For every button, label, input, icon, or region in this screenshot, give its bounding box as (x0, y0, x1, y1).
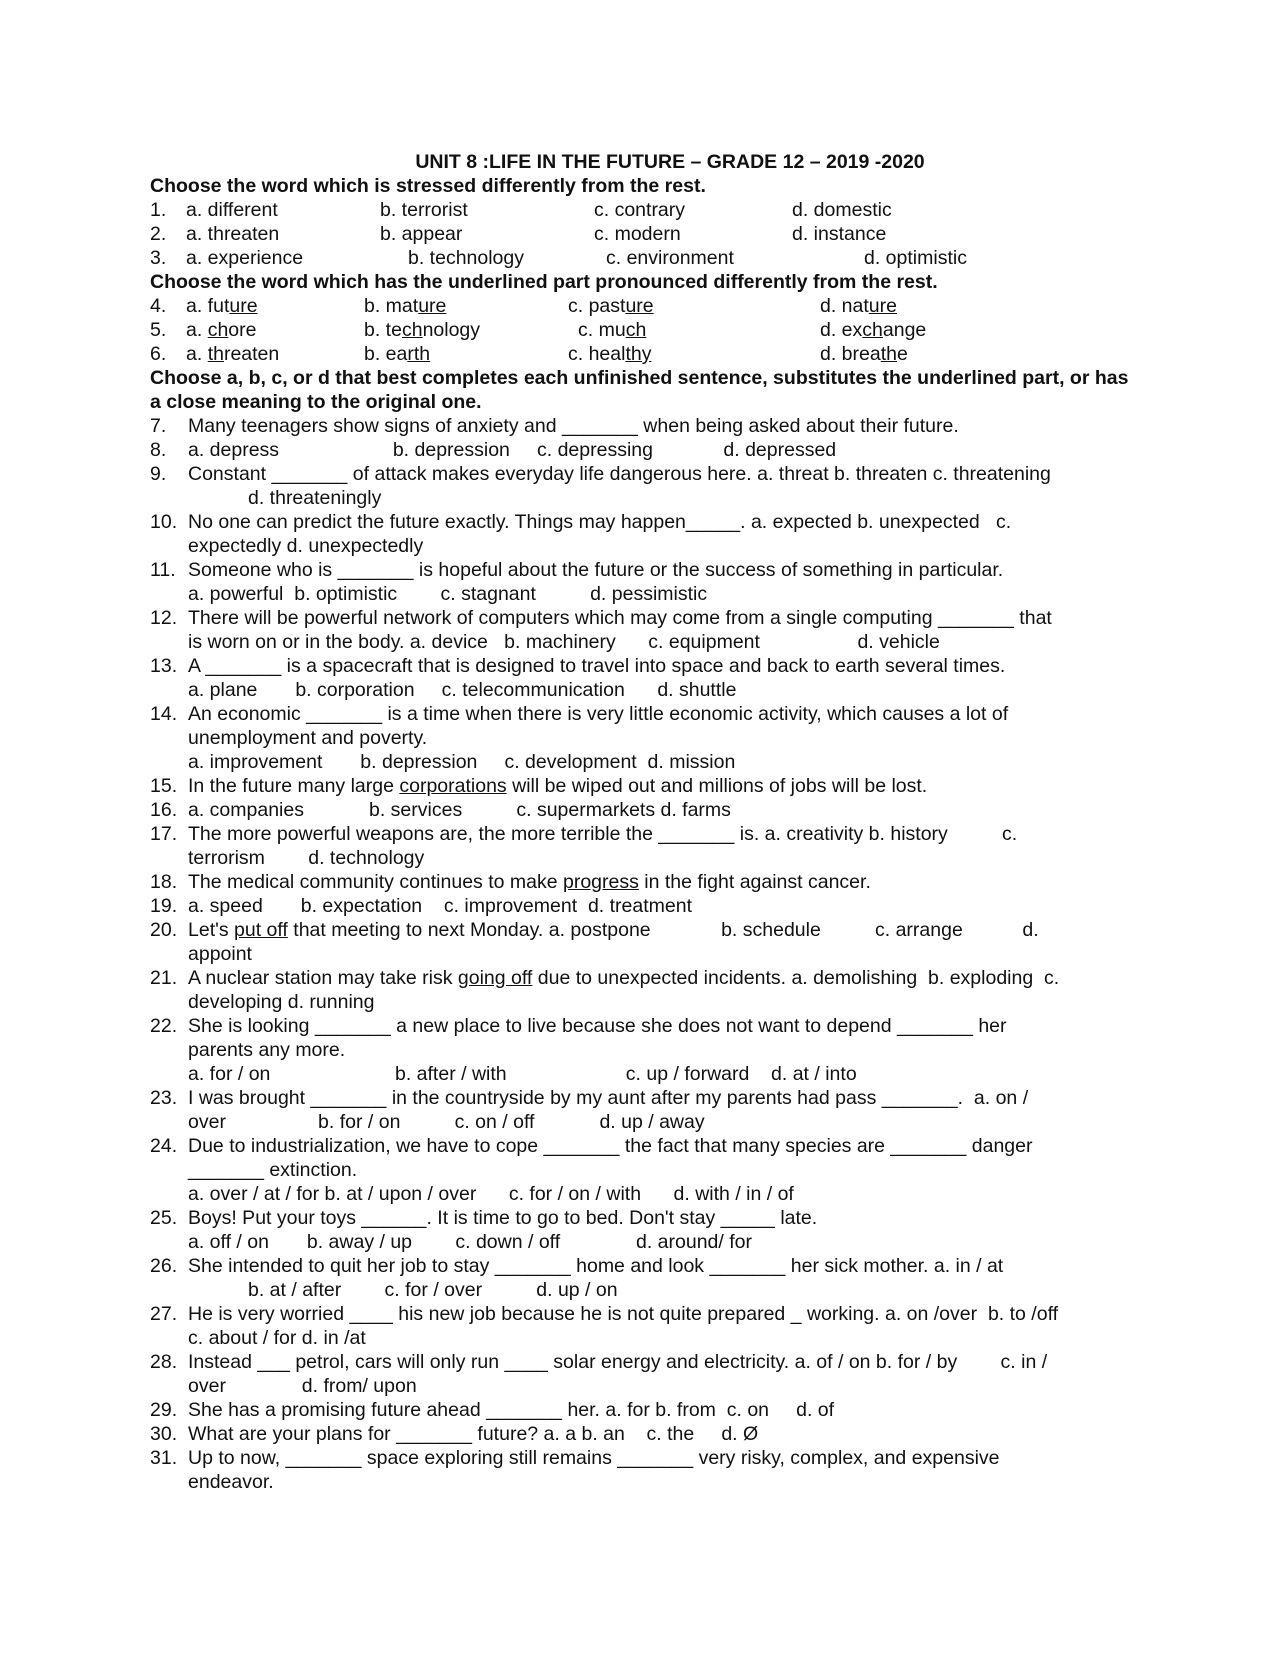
question-continuation: appoint (188, 943, 252, 965)
item-number: 22. (150, 1015, 178, 1037)
pronunciation-items (150, 294, 1130, 366)
question-continuation: a. powerful b. optimistic c. stagnant d. pessimistic (188, 583, 708, 605)
option-text: ore (228, 319, 257, 341)
item-number: 11. (150, 559, 176, 581)
question-options: a. for / on b. after / with c. up / forward d. at / into (188, 1063, 857, 1085)
option-d: d. instance (792, 223, 887, 245)
question-continuation: d. threateningly (248, 487, 382, 509)
question-item (150, 1014, 1130, 1086)
pronunciation-item (150, 318, 1130, 342)
question-text (188, 774, 1130, 798)
option-a (186, 294, 258, 318)
question-item (150, 1134, 1130, 1206)
option-a (186, 318, 256, 342)
item-number: 20. (150, 919, 178, 941)
option-text: c. heal (568, 343, 626, 365)
question-text (188, 918, 1130, 942)
item-number: 3. (150, 247, 167, 269)
question-text-part: A nuclear station may take risk (188, 967, 458, 989)
option-d: d. optimistic (864, 247, 967, 269)
item-number: 18. (150, 871, 178, 893)
question-item (150, 1446, 1130, 1494)
question-options: a. over / at / for b. at / upon / over c. for / on / with d. with / in / of (188, 1183, 794, 1205)
question-continuation: a. off / on b. away / up c. down / off d. around/ for (188, 1231, 752, 1253)
question-item (150, 822, 1130, 870)
section-pronunciation-instruction: Choose the word which has the underlined part pronounced differently from the rest. (150, 271, 938, 293)
item-number: 28. (150, 1351, 178, 1373)
option-a: a. different (186, 199, 278, 221)
question-text: He is very worried ____ his new job because he is not quite prepared _ working. a. on /over b. to /off (188, 1303, 1059, 1325)
question-continuation: c. about / for d. in /at (188, 1327, 366, 1349)
item-number: 21. (150, 967, 178, 989)
question-continuation: expectedly d. unexpectedly (188, 535, 424, 557)
item-number: 4. (150, 295, 167, 317)
question-item (150, 870, 1130, 894)
item-number: 26. (150, 1255, 178, 1277)
question-text: She is looking _______ a new place to live because she does not want to depend _______ her (188, 1015, 1007, 1037)
question-continuation: b. at / after c. for / over d. up / on (248, 1279, 618, 1301)
stress-item (150, 246, 1130, 270)
item-number: 7. (150, 415, 167, 437)
question-text: What are your plans for _______ future? a. a b. an c. the d. Ø (188, 1423, 759, 1445)
pronunciation-item (150, 294, 1130, 318)
question-item (150, 654, 1130, 702)
item-number: 16. (150, 799, 178, 821)
question-text: The more powerful weapons are, the more terrible the _______ is. a. creativity b. history c. (188, 823, 1018, 845)
option-b (364, 294, 446, 318)
question-text-part: in the fight against cancer. (638, 871, 871, 893)
question-item (150, 1398, 1130, 1422)
underlined-phrase: put off (234, 919, 288, 941)
underlined-part: ure (625, 295, 654, 317)
question-continuation: parents any more. (188, 1039, 346, 1061)
question-text: a. companies b. services c. supermarkets d. farms (188, 799, 731, 821)
question-text: No one can predict the future exactly. Things may happen_____. a. expected b. unexpected c. (188, 511, 1012, 533)
underlined-phrase: progress (563, 871, 639, 893)
option-text: a. fut (186, 295, 230, 317)
item-number: 15. (150, 775, 178, 797)
question-item (150, 774, 1130, 798)
question-text: Due to industrialization, we have to cope _______ the fact that many species are _______ danger (188, 1135, 1033, 1157)
underlined-part: ch (207, 319, 229, 341)
question-text: a. depress b. depression c. depressing d. depressed (188, 439, 837, 461)
option-text: reaten (223, 343, 280, 365)
option-c (568, 294, 654, 318)
option-d (820, 294, 897, 318)
section-vocabulary-instruction: Choose a, b, c, or d that best completes each unfinished sentence, substitutes the underlined part, or has a close meaning to the original one. (150, 367, 1129, 413)
option-b: b. appear (380, 223, 463, 245)
item-number: 10. (150, 511, 178, 533)
option-a: a. experience (186, 247, 304, 269)
question-text-part: that meeting to next Monday. a. postpone b. schedule c. arrange d. (287, 919, 1039, 941)
question-text: An economic _______ is a time when there is very little economic activity, which causes a lot of (188, 703, 1009, 725)
question-text-part: In the future many large (188, 775, 400, 797)
stress-item (150, 198, 1130, 222)
question-item (150, 1086, 1130, 1134)
question-text: She has a promising future ahead _______ her. a. for b. from c. on d. of (188, 1399, 835, 1421)
question-item (150, 966, 1130, 1014)
question-text (188, 966, 1130, 990)
worksheet (150, 150, 1130, 1494)
option-b (364, 342, 430, 366)
item-number: 14. (150, 703, 178, 725)
question-item (150, 1302, 1130, 1350)
question-continuation: is worn on or in the body. a. device b. machinery c. equipment d. vehicle (188, 631, 940, 653)
item-number: 19. (150, 895, 178, 917)
question-list (150, 414, 1130, 1494)
option-text: d. ex (820, 319, 863, 341)
option-text: ange (882, 319, 927, 341)
question-continuation: over b. for / on c. on / off d. up / away (188, 1111, 705, 1133)
stress-item (150, 222, 1130, 246)
item-number: 2. (150, 223, 167, 245)
item-number: 9. (150, 463, 167, 485)
underlined-phrase: corporations (399, 775, 507, 797)
option-b (364, 318, 480, 342)
question-text: Constant _______ of attack makes everyday life dangerous here. a. threat b. threaten c. threatening (188, 463, 1051, 485)
item-number: 17. (150, 823, 178, 845)
option-text: a. (186, 319, 208, 341)
option-c: c. contrary (594, 199, 686, 221)
question-text-part: The medical community continues to make (188, 871, 563, 893)
option-text: b. mat (364, 295, 419, 317)
question-item (150, 414, 1130, 438)
option-text: c. past (568, 295, 626, 317)
question-text: Boys! Put your toys ______. It is time to go to bed. Don't stay _____ late. (188, 1207, 818, 1229)
option-text: a. (186, 343, 208, 365)
option-d (820, 318, 926, 342)
question-text: Someone who is _______ is hopeful about the future or the success of something in particular. (188, 559, 1004, 581)
question-text: She intended to quit her job to stay _______ home and look _______ her sick mother. a. in / at (188, 1255, 1004, 1277)
question-item (150, 462, 1130, 510)
item-number: 31. (150, 1447, 178, 1469)
item-number: 13. (150, 655, 178, 677)
question-item (150, 438, 1130, 462)
question-item (150, 1206, 1130, 1254)
underlined-part: ch (862, 319, 883, 341)
option-c (568, 342, 651, 366)
question-text: There will be powerful network of computers which may come from a single computing _______ that (188, 607, 1052, 629)
underlined-part: th (207, 343, 224, 365)
question-item (150, 510, 1130, 558)
item-number: 1. (150, 199, 167, 221)
question-continuation: unemployment and poverty. (188, 727, 428, 749)
question-item (150, 558, 1130, 606)
question-text: I was brought _______ in the countryside by my aunt after my parents had pass _______. a. on / (188, 1087, 1029, 1109)
question-item (150, 918, 1130, 966)
option-text: c. mu (578, 319, 626, 341)
item-number: 6. (150, 343, 167, 365)
option-text: b. ea (364, 343, 408, 365)
pronunciation-item (150, 342, 1130, 366)
underlined-part: ch (625, 319, 647, 341)
underlined-part: th (880, 343, 897, 365)
question-text: Up to now, _______ space exploring still remains _______ very risky, complex, and expensive (188, 1447, 1000, 1469)
question-continuation: _______ extinction. (188, 1159, 358, 1181)
question-continuation: endeavor. (188, 1471, 274, 1493)
item-number: 5. (150, 319, 167, 341)
question-text (188, 870, 1130, 894)
underlined-part: ure (418, 295, 447, 317)
option-b: b. terrorist (380, 199, 468, 221)
option-c: c. modern (594, 223, 681, 245)
question-text-part: will be wiped out and millions of jobs will be lost. (506, 775, 928, 797)
item-number: 24. (150, 1135, 178, 1157)
question-item (150, 894, 1130, 918)
question-item (150, 1350, 1130, 1398)
item-number: 12. (150, 607, 178, 629)
underlined-part: ch (401, 319, 423, 341)
question-item (150, 798, 1130, 822)
underlined-part: ure (229, 295, 258, 317)
option-c: c. environment (606, 247, 734, 269)
section-stress-instruction: Choose the word which is stressed differently from the rest. (150, 175, 706, 197)
option-c (578, 318, 646, 342)
item-number: 27. (150, 1303, 178, 1325)
item-number: 30. (150, 1423, 178, 1445)
option-text: b. te (364, 319, 402, 341)
stress-items (150, 198, 1130, 270)
question-continuation: terrorism d. technology (188, 847, 425, 869)
question-continuation: a. plane b. corporation c. telecommunication d. shuttle (188, 679, 737, 701)
option-b: b. technology (408, 247, 525, 269)
option-a: a. threaten (186, 223, 280, 245)
question-continuation: over d. from/ upon (188, 1375, 417, 1397)
question-text: Instead ___ petrol, cars will only run ____ solar energy and electricity. a. of / on b. for / by c. in / (188, 1351, 1048, 1373)
underlined-part: rth (407, 343, 431, 365)
question-item (150, 606, 1130, 654)
option-text: nology (422, 319, 481, 341)
question-text: Many teenagers show signs of anxiety and _______ when being asked about their future. (188, 415, 959, 437)
item-number: 29. (150, 1399, 178, 1421)
item-number: 8. (150, 439, 167, 461)
item-number: 25. (150, 1207, 178, 1229)
question-text: A _______ is a spacecraft that is designed to travel into space and back to earth several times. (188, 655, 1006, 677)
question-text: a. speed b. expectation c. improvement d. treatment (188, 895, 693, 917)
option-d (820, 342, 908, 366)
option-d: d. domestic (792, 199, 892, 221)
question-text-part: due to unexpected incidents. a. demolishing b. exploding c. (532, 967, 1060, 989)
question-text-part: Let's (188, 919, 234, 941)
underlined-part: thy (625, 343, 652, 365)
question-item (150, 702, 1130, 774)
underlined-phrase: going off (457, 967, 533, 989)
option-text: e (896, 343, 908, 365)
question-continuation: developing d. running (188, 991, 375, 1013)
question-item (150, 1422, 1130, 1446)
underlined-part: ure (868, 295, 897, 317)
option-text: d. brea (820, 343, 881, 365)
option-a (186, 342, 279, 366)
question-item (150, 1254, 1130, 1302)
question-options: a. improvement b. depression c. development d. mission (188, 751, 736, 773)
page-title: UNIT 8 :LIFE IN THE FUTURE – GRADE 12 – 2019 -2020 (415, 151, 925, 173)
option-text: d. nat (820, 295, 869, 317)
item-number: 23. (150, 1087, 178, 1109)
